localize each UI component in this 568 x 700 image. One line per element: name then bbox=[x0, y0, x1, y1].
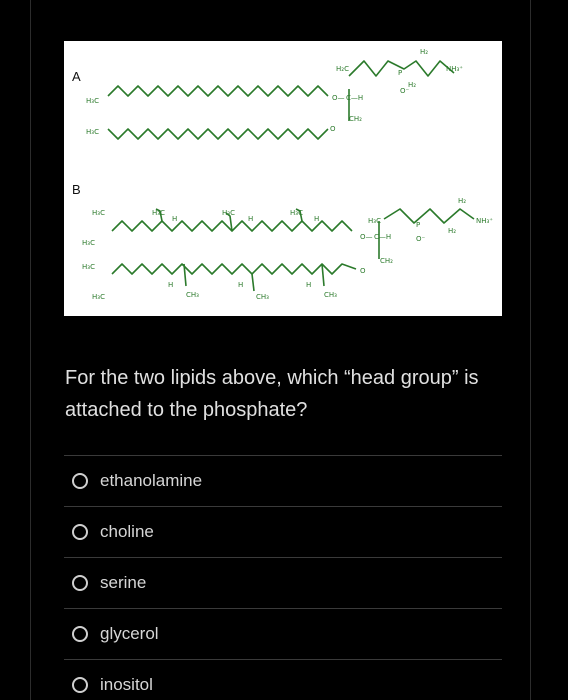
lipid-a-h2-2: H₂ bbox=[408, 81, 417, 89]
lipid-a-h3c-2: H₃C bbox=[86, 128, 99, 136]
lipid-a-h2-1: H₂ bbox=[420, 48, 429, 56]
lipid-a-h2c: H₂C bbox=[336, 65, 349, 73]
lipid-b-h-2: H bbox=[248, 215, 254, 223]
lipid-b-o-2: O bbox=[360, 267, 366, 275]
lipid-a-chain-2 bbox=[108, 129, 328, 139]
lipid-a-o-minus: O⁻ bbox=[400, 87, 410, 95]
right-border bbox=[530, 0, 531, 700]
option-choline[interactable] bbox=[64, 506, 502, 557]
option-label: ethanolamine bbox=[100, 471, 203, 490]
lipid-a-ch: C—H bbox=[346, 94, 364, 102]
lipid-a-nh3: NH₃⁺ bbox=[446, 65, 464, 73]
option-ethanolamine[interactable] bbox=[64, 455, 502, 506]
lipid-b-h2-2: H₂ bbox=[448, 227, 457, 235]
lipid-b-ch: C—H bbox=[374, 233, 392, 241]
radio-button[interactable] bbox=[72, 473, 88, 489]
lipid-b-h-4: H bbox=[168, 281, 174, 289]
lipid-diagram bbox=[64, 41, 502, 316]
lipid-b-o-1: O— bbox=[360, 233, 373, 241]
lipid-b-ch3-2: CH₃ bbox=[256, 293, 269, 301]
lipid-b-label: B bbox=[72, 182, 81, 197]
lipid-b-ch2: CH₂ bbox=[380, 257, 393, 265]
lipid-b-h3c-3: H₃C bbox=[82, 263, 95, 271]
lipid-b-ch3-1: CH₃ bbox=[186, 291, 199, 299]
lipid-a-o-2: O bbox=[330, 125, 336, 133]
lipid-b-h3c-1: H₃C bbox=[92, 209, 105, 217]
question-text: For the two lipids above, which “head group” is attached to the phosphate? bbox=[65, 367, 479, 421]
lipid-b-head-link bbox=[384, 209, 474, 223]
radio-button[interactable] bbox=[72, 524, 88, 540]
lipid-a-p: P bbox=[398, 69, 403, 77]
option-serine[interactable] bbox=[64, 557, 502, 608]
option-label: choline bbox=[100, 522, 154, 541]
lipid-b-nh3: NH₃⁺ bbox=[476, 217, 494, 225]
radio-button[interactable] bbox=[72, 677, 88, 693]
radio-button[interactable] bbox=[72, 575, 88, 591]
lipid-b-p: P bbox=[416, 221, 421, 229]
left-border bbox=[30, 0, 31, 700]
lipid-b-o-minus: O⁻ bbox=[416, 235, 426, 243]
lipid-b-h3c-5: H₃C bbox=[152, 209, 165, 217]
option-label: glycerol bbox=[100, 624, 159, 643]
lipid-b-h-6: H bbox=[306, 281, 312, 289]
lipid-b-h-3: H bbox=[314, 215, 320, 223]
lipid-b-h3c-7: H₃C bbox=[290, 209, 303, 217]
lipid-b-h3c-8: H₃C bbox=[368, 217, 381, 225]
lipid-b-h3c-2: H₃C bbox=[82, 239, 95, 247]
option-inositol[interactable] bbox=[64, 659, 502, 700]
lipid-a-o-1: O— bbox=[332, 94, 345, 102]
option-label: serine bbox=[100, 573, 147, 592]
answer-options bbox=[64, 455, 502, 700]
lipid-b-ch3-3: CH₃ bbox=[324, 291, 337, 299]
lipid-a-label: A bbox=[72, 69, 81, 84]
lipid-b-branch-6 bbox=[322, 264, 324, 286]
lipid-a-h3c-1: H₃C bbox=[86, 97, 99, 105]
lipid-a-ch2: CH₂ bbox=[349, 115, 362, 123]
lipid-b-h-1: H bbox=[172, 215, 178, 223]
lipid-b-h3c-4: H₃C bbox=[92, 293, 105, 301]
lipid-structures-figure bbox=[64, 41, 502, 316]
option-glycerol[interactable] bbox=[64, 608, 502, 659]
option-label: inositol bbox=[100, 675, 153, 694]
lipid-a-chain-1 bbox=[108, 86, 328, 96]
lipid-b-h2-1: H₂ bbox=[458, 197, 467, 205]
lipid-b-branch-5 bbox=[252, 274, 254, 291]
lipid-b-h3c-6: H₃C bbox=[222, 209, 235, 217]
lipid-b-h-5: H bbox=[238, 281, 244, 289]
lipid-b-chain-2 bbox=[112, 264, 356, 274]
radio-button[interactable] bbox=[72, 626, 88, 642]
